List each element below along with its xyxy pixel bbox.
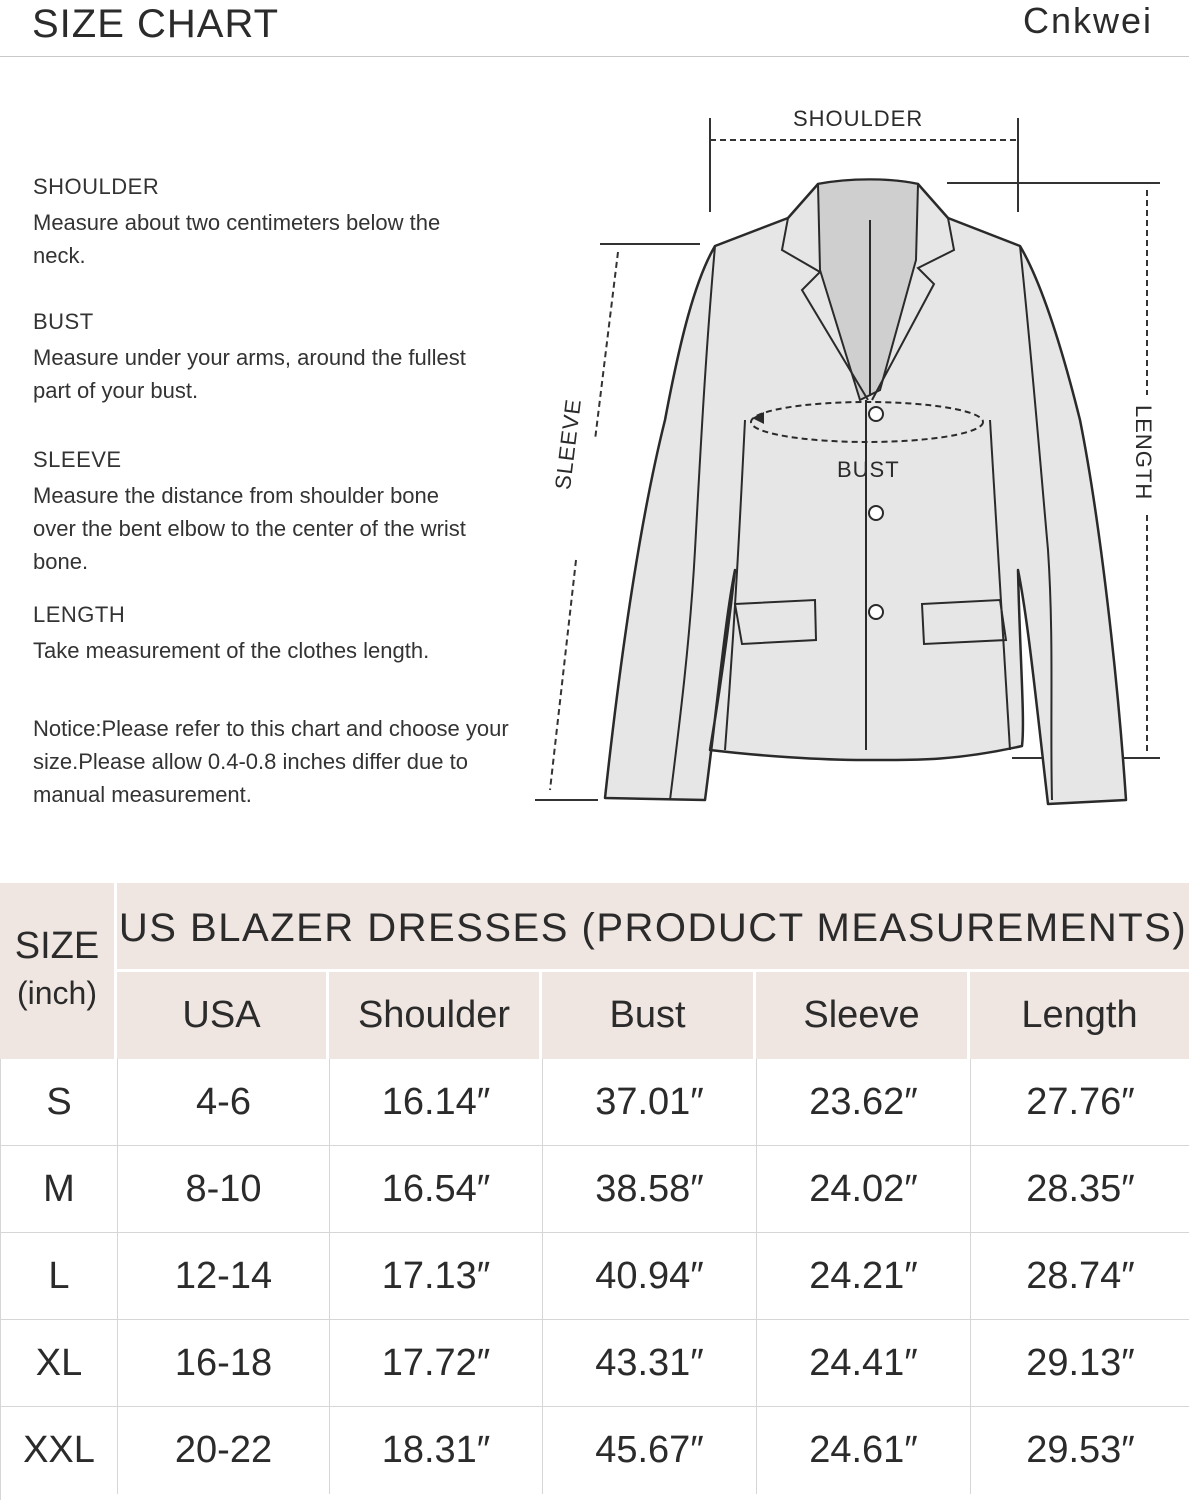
cell-sleeve: 24.02″ <box>757 1146 971 1233</box>
guide-text: Measure the distance from shoulder bone over the bent elbow to the center of the wrist bone. <box>33 483 466 574</box>
guide-text: Measure about two centimeters below the neck. <box>33 210 441 268</box>
cell-length: 29.13″ <box>1026 1342 1135 1384</box>
cell-length: 28.35″ <box>1026 1168 1135 1210</box>
guide-text: Measure under your arms, around the fullest part of your bust. <box>33 345 466 403</box>
notice-text: Notice:Please refer to this chart and choose your size.Please allow 0.4-0.8 inches differ due to manual measurement. <box>33 716 509 807</box>
guide-heading: SHOULDER <box>33 174 160 199</box>
guide-heading: SLEEVE <box>33 447 122 472</box>
cell-sleeve: 24.21″ <box>757 1233 971 1320</box>
cell-usa: 8-10 <box>118 1146 330 1233</box>
cell-length: 29.53″ <box>1026 1429 1135 1471</box>
page-title: SIZE CHART <box>32 2 280 46</box>
cell-size: M <box>1 1146 118 1233</box>
cell-shoulder: 17.13″ <box>330 1233 543 1320</box>
table-row <box>1 1320 1189 1407</box>
table-row <box>1 1059 1189 1146</box>
cell-bust: 40.94″ <box>543 1233 757 1320</box>
cell-sleeve: 23.62″ <box>757 1059 971 1146</box>
cell-shoulder: 16.54″ <box>330 1146 543 1233</box>
size-label: SIZE <box>14 925 100 967</box>
col-header-length: Length <box>1021 994 1138 1036</box>
brand-logo: Cnkwei <box>1022 0 1153 41</box>
cell-size: S <box>1 1059 118 1146</box>
size-column-header <box>0 883 117 1059</box>
cell-sleeve: 24.61″ <box>757 1407 971 1494</box>
col-header-usa: USA <box>117 972 329 1059</box>
blazer-diagram <box>520 100 1189 820</box>
sleeve-label: SLEEVE <box>550 397 586 492</box>
guide-shoulder <box>33 170 513 272</box>
cell-usa: 20-22 <box>118 1407 330 1494</box>
cell-shoulder: 18.31″ <box>330 1407 543 1494</box>
col-header-bust: Bust <box>542 972 756 1059</box>
table-row <box>1 1233 1189 1320</box>
cell-size: L <box>1 1233 118 1320</box>
guide-sleeve <box>33 443 513 578</box>
cell-shoulder: 16.14″ <box>330 1059 543 1146</box>
size-table <box>0 883 1189 1500</box>
cell-usa: 12-14 <box>118 1233 330 1320</box>
col-header-sleeve: Sleeve <box>756 972 970 1059</box>
cell-length: 28.74″ <box>1026 1255 1135 1297</box>
bust-label: BUST <box>837 457 900 482</box>
table-body <box>0 1059 1189 1500</box>
header <box>0 0 1189 57</box>
shoulder-label: SHOULDER <box>793 106 924 131</box>
col-header-shoulder: Shoulder <box>329 972 542 1059</box>
cell-size: XL <box>1 1320 118 1407</box>
guide-text: Take measurement of the clothes length. <box>33 638 430 663</box>
cell-bust: 38.58″ <box>543 1146 757 1233</box>
cell-usa: 4-6 <box>118 1059 330 1146</box>
cell-length: 27.76″ <box>1026 1081 1135 1123</box>
table-row <box>1 1407 1189 1494</box>
guide-length <box>33 598 513 667</box>
guide-bust <box>33 305 513 407</box>
length-label: LENGTH <box>1131 405 1156 501</box>
cell-usa: 16-18 <box>118 1320 330 1407</box>
cell-bust: 37.01″ <box>543 1059 757 1146</box>
unit-label: (inch) <box>16 975 97 1011</box>
cell-shoulder: 17.72″ <box>330 1320 543 1407</box>
cell-bust: 43.31″ <box>543 1320 757 1407</box>
cell-size: XXL <box>1 1407 118 1494</box>
table-header <box>0 883 1189 1059</box>
cell-bust: 45.67″ <box>543 1407 757 1494</box>
cell-sleeve: 24.41″ <box>757 1320 971 1407</box>
table-row <box>1 1146 1189 1233</box>
guide-heading: BUST <box>33 309 94 334</box>
table-group-title: US BLAZER DRESSES (PRODUCT MEASUREMENTS) <box>117 883 1189 972</box>
guide-heading: LENGTH <box>33 602 126 627</box>
